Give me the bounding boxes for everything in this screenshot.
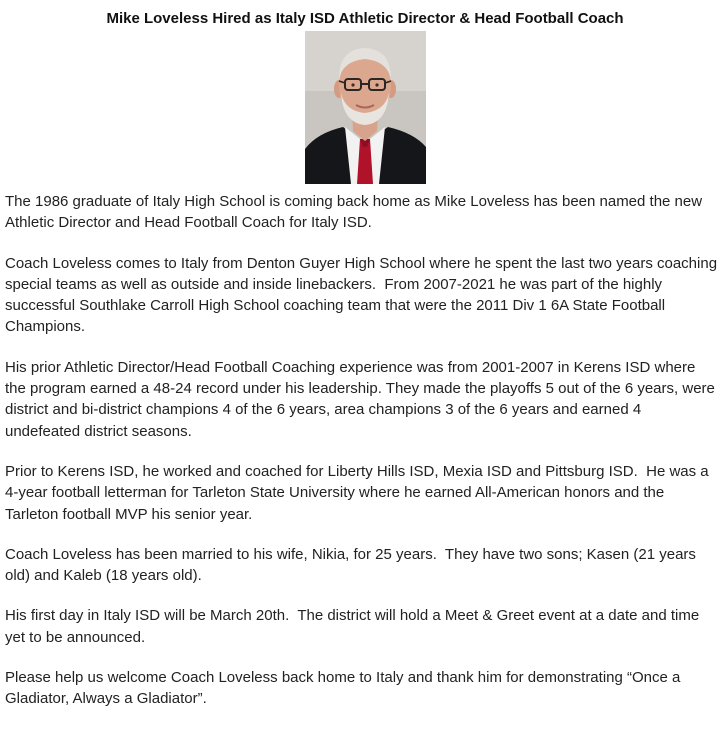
- headline: Mike Loveless Hired as Italy ISD Athletic Director & Head Football Coach: [106, 10, 624, 27]
- article-paragraph: Coach Loveless comes to Italy from Denton Guyer High School where he spent the last two years coaching special teams as well as outside and inside linebackers. From 2007-2021 he was part of the highly successful Southlake Carroll High School coaching team that were the 2011 Div 1 6A State Football Champions.: [5, 254, 722, 336]
- photo-container: [5, 31, 725, 184]
- coach-portrait-photo: [305, 31, 426, 184]
- article-paragraph: His prior Athletic Director/Head Football Coaching experience was from 2001-2007 in Kerens ISD where the program earned a 48-24 record under his leadership. They made the playoffs 5 out of the 6 years, were district and bi-district champions 4 of the 6 years, area champions 3 of the 6 years and earned 4 undefeated district seasons.: [5, 358, 720, 440]
- article-paragraph: Please help us welcome Coach Loveless back home to Italy and thank him for demonstrating “Once a Gladiator, Always a Gladiator”.: [5, 669, 685, 708]
- article-body: [5, 191, 720, 710]
- article-paragraph: The 1986 graduate of Italy High School is coming back home as Mike Loveless has been named the new Athletic Director and Head Football Coach for Italy ISD.: [5, 193, 706, 232]
- article-paragraph: Prior to Kerens ISD, he worked and coached for Liberty Hills ISD, Mexia ISD and Pittsburg ISD. He was a 4-year football letterman for Tarleton State University where he earned All-American honors and the Tarleton football MVP his senior year.: [5, 462, 713, 523]
- article-paragraph: His first day in Italy ISD will be March 20th. The district will hold a Meet & Greet event at a date and time yet to be announced.: [5, 607, 704, 646]
- article-paragraph: Coach Loveless has been married to his wife, Nikia, for 25 years. They have two sons; Kasen (21 years old) and Kaleb (18 years old).: [5, 545, 701, 585]
